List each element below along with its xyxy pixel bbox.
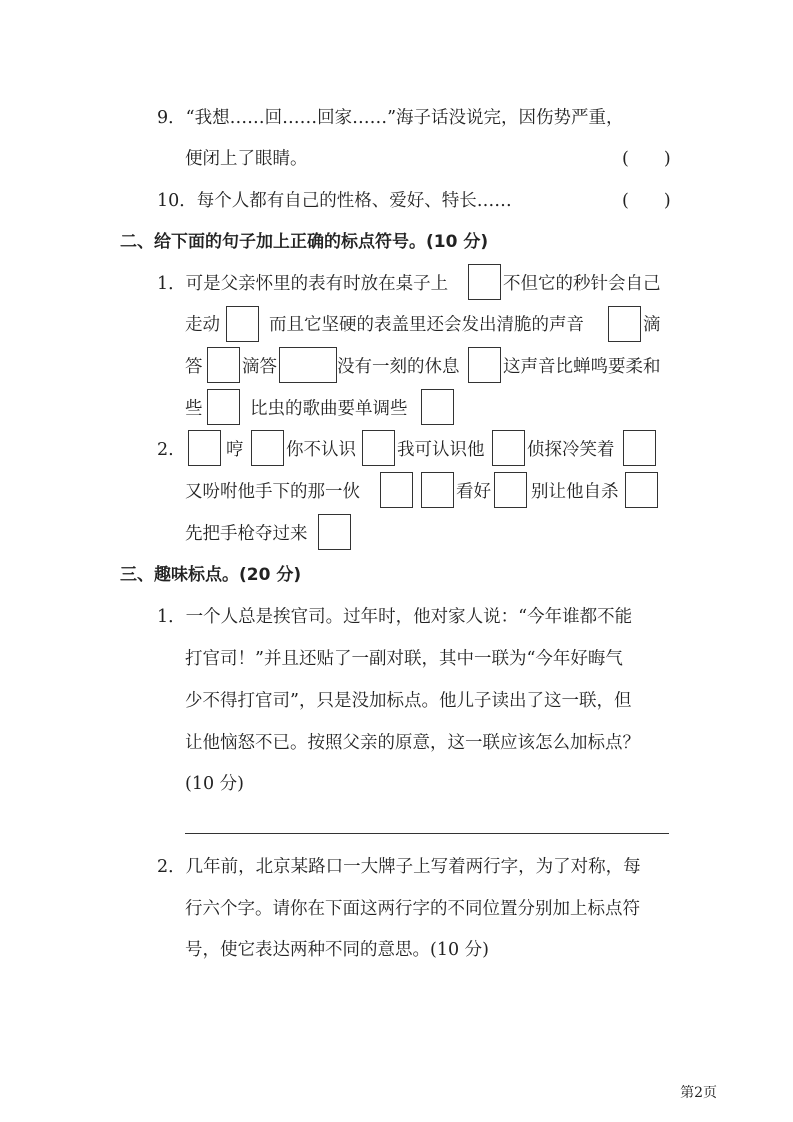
s3q1-line4: 让他恼怒不已。按照父亲的原意，这一联应该怎么加标点？: [185, 733, 640, 753]
s2q1-text: 不但它的秒针会自己: [503, 274, 661, 294]
answer-line[interactable]: [185, 833, 669, 834]
punctuation-box[interactable]: [226, 306, 259, 342]
punctuation-box[interactable]: [608, 306, 641, 342]
q9-line2: 便闭上了眼睛。: [185, 149, 308, 169]
s2q2-text: 看好: [456, 482, 491, 502]
punctuation-box[interactable]: [362, 430, 395, 466]
s2q1-text: 走动: [185, 315, 220, 335]
s2q1-text: 比虫的歌曲要单调些: [250, 399, 408, 419]
s2q1-text: 这声音比蝉鸣要柔和: [503, 357, 661, 377]
s2q2-text: 你不认识: [286, 440, 356, 460]
punctuation-box[interactable]: [623, 430, 656, 466]
q10-text: 10．每个人都有自己的性格、爱好、特长……: [157, 191, 512, 211]
q9-answer-paren[interactable]: ( ): [622, 149, 671, 169]
s3q2-line2: 行六个字。请你在下面这两行字的不同位置分别加上标点符: [185, 899, 640, 919]
punctuation-box[interactable]: [380, 472, 413, 508]
s2q1-text: 而且它坚硬的表盖里还会发出清脆的声音: [269, 315, 584, 335]
punctuation-box[interactable]: [207, 389, 240, 425]
punctuation-box[interactable]: [494, 472, 527, 508]
s2q2-text: 又吩咐他手下的那一伙: [185, 482, 360, 502]
q10-answer-paren[interactable]: ( ): [622, 191, 671, 211]
punctuation-box[interactable]: [468, 347, 501, 383]
s2q1-text: 答: [185, 357, 203, 377]
punctuation-box[interactable]: [421, 472, 454, 508]
section3-title: 三、趣味标点。(20 分): [120, 565, 302, 585]
punctuation-box[interactable]: [207, 347, 240, 383]
punctuation-box[interactable]: [468, 264, 501, 300]
s3q2-line1: 2．几年前，北京某路口一大牌子上写着两行字，为了对称，每: [157, 857, 641, 877]
s2q2-text: 哼: [226, 440, 244, 460]
s2q1-text: 些: [185, 399, 203, 419]
s3q2-line3: 号，使它表达两种不同的意思。(10 分): [185, 940, 489, 960]
punctuation-box[interactable]: [251, 430, 284, 466]
s3q1-line1: 1．一个人总是挨官司。过年时，他对家人说：“今年谁都不能: [157, 607, 633, 627]
punctuation-box[interactable]: [492, 430, 525, 466]
s3q1-line3: 少不得打官司”，只是没加标点。他儿子读出了这一联，但: [185, 691, 632, 711]
punctuation-box[interactable]: [279, 347, 337, 383]
punctuation-box[interactable]: [625, 472, 658, 508]
page-number: 第2页: [680, 1085, 717, 1101]
s2q2-text: 侦探冷笑着: [527, 440, 615, 460]
q9-line1: 9．“我想……回……回家……”海子话没说完，因伤势严重，: [157, 108, 624, 128]
s2q2-number: 2.: [157, 440, 174, 460]
section2-title: 二、给下面的句子加上正确的标点符号。(10 分): [120, 232, 489, 252]
s2q1-text: 1．可是父亲怀里的表有时放在桌子上: [157, 274, 449, 294]
s2q2-text: 我可认识他: [397, 440, 485, 460]
s3q1-line5: (10 分): [185, 774, 244, 794]
s2q2-text: 别让他自杀: [531, 482, 619, 502]
punctuation-box[interactable]: [318, 514, 351, 550]
s2q1-text: 没有一刻的休息: [337, 357, 460, 377]
s2q1-text: 滴: [643, 315, 661, 335]
s2q2-text: 先把手枪夺过来: [185, 524, 308, 544]
punctuation-box[interactable]: [421, 389, 454, 425]
punctuation-box[interactable]: [188, 430, 221, 466]
s2q1-text: 滴答: [242, 357, 277, 377]
s3q1-line2: 打官司！”并且还贴了一副对联，其中一联为“今年好晦气: [185, 649, 623, 669]
